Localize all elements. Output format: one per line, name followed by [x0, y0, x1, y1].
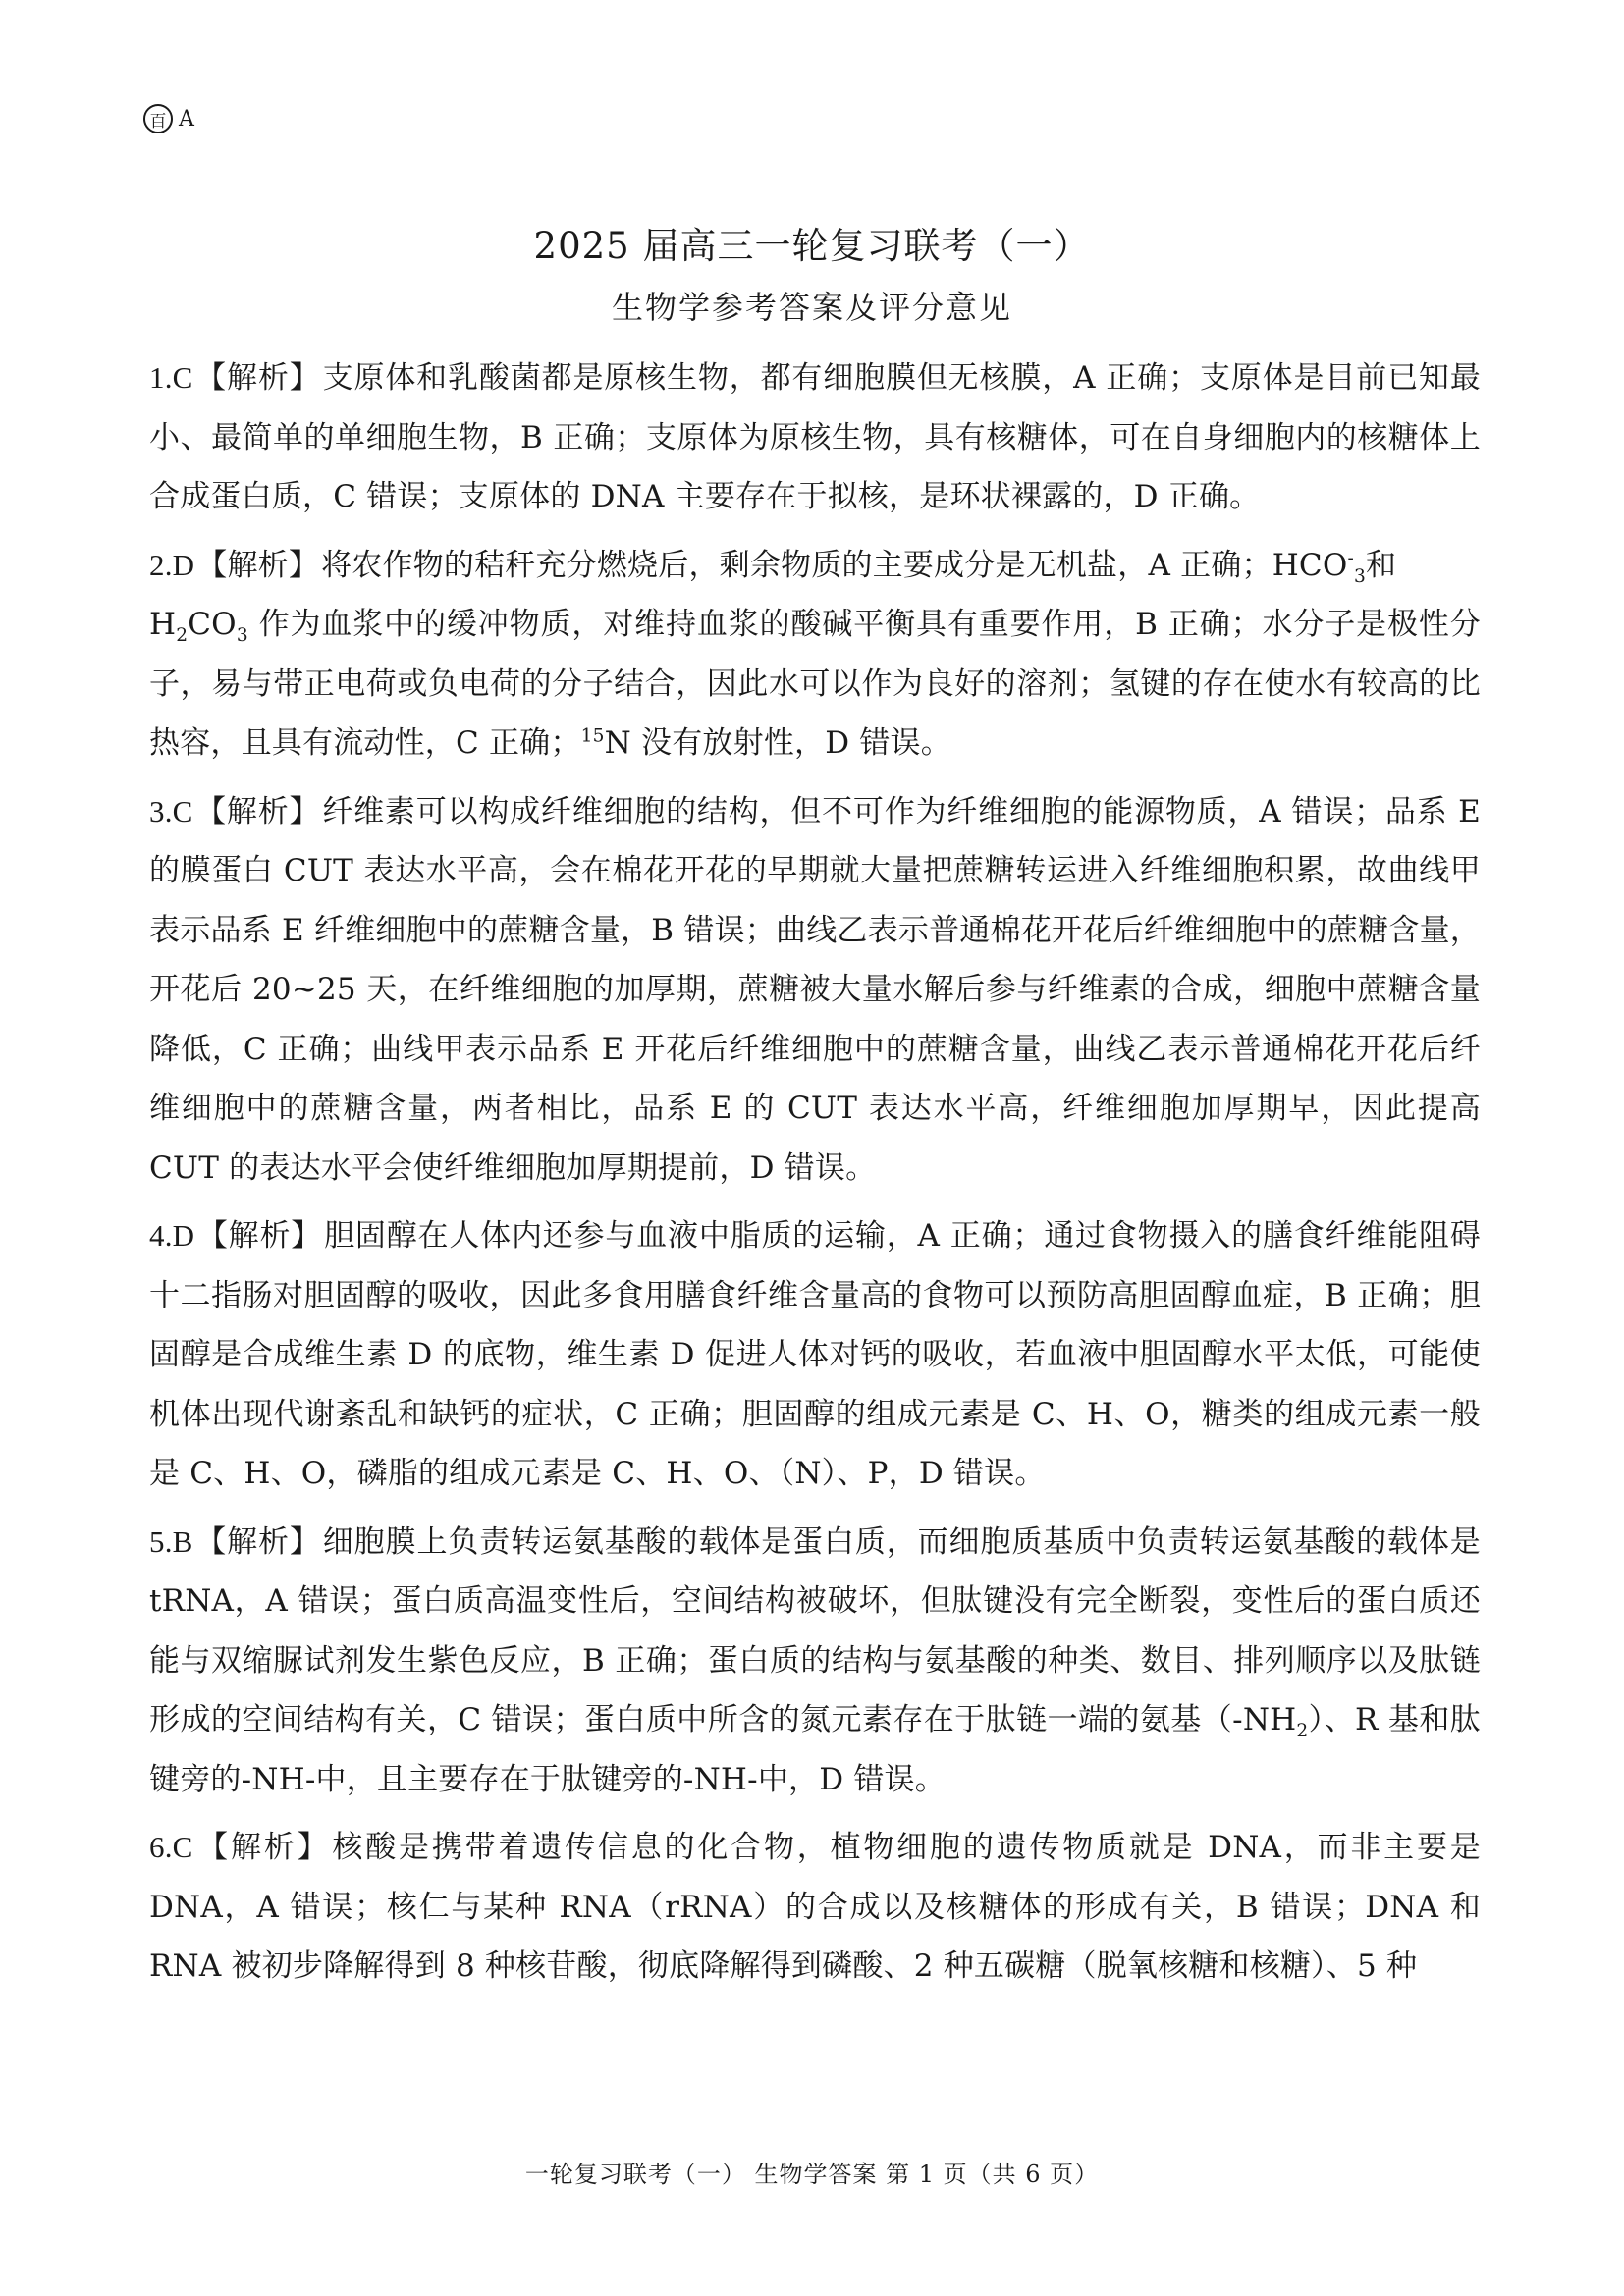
- carbonic-acid-formula: $H_2CO_3$: [149, 607, 248, 647]
- analysis-tag: 【解析】: [194, 793, 321, 829]
- analysis-tag: 【解析】: [194, 1830, 331, 1865]
- page-title: 2025 届高三一轮复习联考（一）: [533, 225, 1091, 267]
- answer-item-6: [149, 1818, 1481, 1997]
- answer-item-1: [149, 348, 1481, 527]
- answer-item-4: [149, 1206, 1481, 1504]
- answer-text: 作为血浆中的缓冲物质，对维持血浆的酸碱平衡具有重要作用，B 正确；水分子是极性分子，易与带正电荷或负电荷的分子结合，因此水可以作为良好的溶剂；氢键的存在使水有较高的比热容，且具有流动性，C 正确；: [149, 607, 1481, 761]
- analysis-tag: 【解析】: [194, 360, 321, 396]
- answer-text: 核酸是携带着遗传信息的化合物，植物细胞的遗传物质就是 DNA，而非主要是 DNA，A 错误；核仁与某种 RNA（rRNA）的合成以及核糖体的形成有关，B 错误；DNA 和 RNA 被初步降解得到 8 种核苷酸，彻底降解得到磷酸、2 种五碳糖（脱氧核糖和核糖）、5 种: [149, 1830, 1481, 1984]
- answer-text: 胆固醇在人体内还参与血液中脂质的运输，A 正确；通过食物摄入的膳食纤维能阻碍十二指肠对胆固醇的吸收，因此多食用膳食纤维含量高的食物可以预防高胆固醇血症，B 正确；胆固醇是合成维生素 D 的底物，维生素 D 促进人体对钙的吸收，若血液中胆固醇水平太低，可能使机体出现代谢紊乱和缺钙的症状，C 正确；胆固醇的组成元素是 C、H、O，糖类的组成元素一般是 C、H、O，磷脂的组成元素是 C、H、O、（N）、P，D 错误。: [149, 1218, 1481, 1491]
- answer-number: 5.B: [149, 1523, 193, 1559]
- document-code-mark: [143, 104, 194, 133]
- circled-char-icon: 百: [143, 104, 173, 133]
- answer-item-3: [149, 782, 1481, 1199]
- analysis-tag: 【解析】: [196, 1218, 323, 1254]
- answer-number: 6.C: [149, 1830, 193, 1864]
- isotope-mass-number: 15: [580, 725, 605, 747]
- version-letter: A: [179, 106, 194, 132]
- answer-text: 细胞膜上负责转运氨基酸的载体是蛋白质，而细胞质基质中负责转运氨基酸的载体是 tRNA，A 错误；蛋白质高温变性后，空间结构被破坏，但肽键没有完全断裂，变性后的蛋白质还能与双缩脲试剂发生紫色反应，B 正确；蛋白质的结构与氨基酸的种类、数目、排列顺序以及肽链形成的空间结构有关，C 错误；蛋白质中所含的氮元素存在于肽链一端的氨基（-NH: [149, 1523, 1481, 1737]
- answer-list: [149, 348, 1481, 2005]
- analysis-tag: 【解析】: [194, 1523, 321, 1560]
- answer-item-2: 2.D【解析】将农作物的秸秆充分燃烧后，剩余物质的主要成分是无机盐，A 正确；$HCO^-_3$和 $H_2CO_3$ 作为血浆中的缓冲物质，对维持血浆的酸碱平衡具有重要作用，B 正确；水分子是极性分子，易与带正电荷或负电荷的分子结合，因此水可以作为良好的溶剂；氢键的存在使水有较高的比热容，且具有流动性，C 正确；$^{15}$N 没有放射性，D 错误。: [149, 547, 1481, 761]
- bicarbonate-formula: $HCO^-_3$: [1272, 547, 1366, 587]
- answer-number: 1.C: [149, 360, 193, 395]
- analysis-tag: 【解析】: [196, 547, 320, 583]
- answer-text: 将农作物的秸秆充分燃烧后，剩余物质的主要成分是无机盐，A 正确；: [321, 547, 1272, 583]
- answer-number: 4.D: [149, 1218, 195, 1253]
- answer-number: 2.D: [149, 547, 195, 582]
- page-subtitle: 生物学参考答案及评分意见: [611, 289, 1012, 326]
- answer-number: 3.C: [149, 793, 193, 828]
- page-footer: 一轮复习联考（一） 生物学答案 第 1 页（共 6 页）: [524, 2161, 1100, 2188]
- answer-item-5: 5.B【解析】细胞膜上负责转运氨基酸的载体是蛋白质，而细胞质基质中负责转运氨基酸的载体是 tRNA，A 错误；蛋白质高温变性后，空间结构被破坏，但肽键没有完全断裂，变性后的蛋白质还能与双缩脲试剂发生紫色反应，B 正确；蛋白质的结构与氨基酸的种类、数目、排列顺序以及肽链形成的空间结构有关，C 错误；蛋白质中所含的氮元素存在于肽链一端的氨基$(-NH_2)$、R 基和肽键旁的-NH-中，且主要存在于肽键旁的-NH-中，D 错误。: [149, 1523, 1481, 1797]
- answer-text: 纤维素可以构成纤维细胞的结构，但不可作为纤维细胞的能源物质，A 错误；品系 E 的膜蛋白 CUT 表达水平高，会在棉花开花的早期就大量把蔗糖转运进入纤维细胞积累，故曲线甲表示品系 E 纤维细胞中的蔗糖含量，B 错误；曲线乙表示普通棉花开花后纤维细胞中的蔗糖含量，开花后 20~25 天，在纤维细胞的加厚期，蔗糖被大量水解后参与纤维素的合成，细胞中蔗糖含量降低，C 正确；曲线甲表示品系 E 开花后纤维细胞中的蔗糖含量，曲线乙表示普通棉花开花后纤维细胞中的蔗糖含量，两者相比，品系 E 的 CUT 表达水平高，纤维细胞加厚期早，因此提高 CUT 的表达水平会使纤维细胞加厚期提前，D 错误。: [149, 793, 1481, 1186]
- answer-text: 支原体和乳酸菌都是原核生物，都有细胞膜但无核膜，A 正确；支原体是目前已知最小、最简单的单细胞生物，B 正确；支原体为原核生物，具有核糖体，可在自身细胞内的核糖体上合成蛋白质，C 错误；支原体的 DNA 主要存在于拟核，是环状裸露的，D 正确。: [149, 360, 1481, 514]
